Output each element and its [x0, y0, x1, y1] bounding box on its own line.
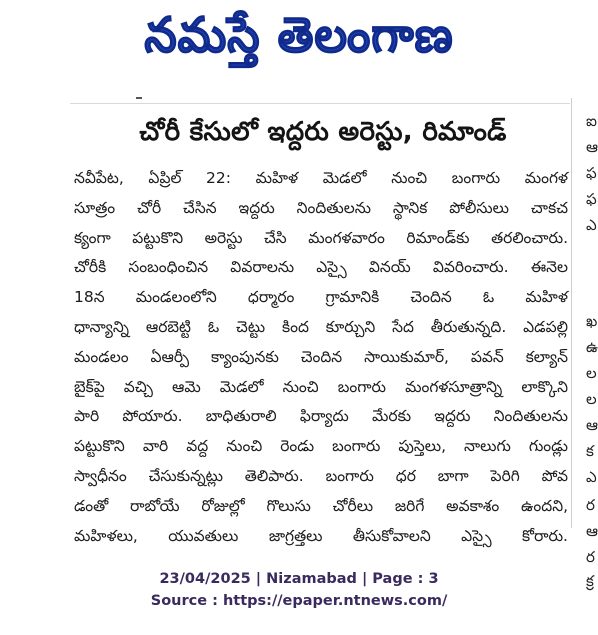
column-divider [571, 98, 572, 528]
adjacent-column-glyph: ల [586, 364, 597, 382]
adjacent-column-glyph: ర [586, 548, 595, 566]
newspaper-masthead [0, 0, 598, 82]
article-line: పట్టుకొని వారి వద్ద నుంచి రెండు బంగారు పుస్తెలు, నాలుగు గుండ్లు [74, 437, 568, 456]
adjacent-column-glyph: ఖ [586, 312, 598, 330]
footer-source: Source : https://epaper.ntnews.com/ [150, 593, 448, 609]
adjacent-column-glyph: క [586, 442, 594, 460]
article-headline: చోరీ కేసులో ఇద్దరు అరెస్టు, రిమాండ్ [139, 117, 507, 147]
top-divider [70, 103, 570, 104]
article-line: 18న మండలంలోని ధర్మారం గ్రామానికి చెందిన ఓ మహిళ [74, 288, 568, 307]
article-line: మండలం ఏఆర్పీ క్యాంపునకు చెందిన సాయికుమార్, పవన్ కల్యాన్ [74, 347, 568, 366]
adjacent-column-fragment [582, 112, 598, 590]
adjacent-column-glyph: ఫ [586, 190, 597, 208]
adjacent-column-glyph: ఆ [586, 416, 598, 434]
article-line: సూత్రం చోరీ చేసిన ఇద్దరు నిందితులను స్థానిక పోలీసులు చాకచ [74, 198, 568, 217]
adjacent-column-glyph: ఐ [586, 112, 597, 130]
adjacent-column-glyph: ఆ [586, 138, 598, 156]
adjacent-column-glyph: ఎ [586, 216, 597, 234]
article-line: పారి పోయారు. బాధితురాలి ఫిర్యాదు మేరకు ఇద్దరు నిందితులను [74, 407, 568, 426]
adjacent-column-glyph: ఎ [586, 468, 597, 486]
masthead-title: నమస్తే తెలంగాణ [144, 6, 454, 64]
article-line: ధాన్యాన్ని ఆరబెట్టి ఓ చెట్టు కింద కూర్చుని సేద తీరుతున్నది. ఎడపల్లి [74, 317, 568, 336]
clipping-mark [136, 97, 142, 103]
adjacent-column-glyph: ర [586, 496, 595, 514]
article-line: డంతో రాబోయే రోజుల్లో గొలుసు చోరీలు జరిగే అవకాశం ఉందని, [74, 496, 568, 515]
article-line: స్వాధీనం చేసుకున్నట్లు తెలిపారు. బంగారు ధర బాగా పెరిగి పోవ [74, 466, 568, 485]
adjacent-column-glyph: ల [586, 390, 597, 408]
article-line: నవీపేట, ఏప్రిల్ 22: మహిళ మెడలో నుంచి బంగారు మంగళ [74, 169, 568, 187]
adjacent-column-glyph: క్ర [586, 572, 594, 590]
article-line: బైక్‌పై వచ్చి ఆమె మెడలో నుంచి బంగారు మంగళసూత్రాన్ని లాక్కొని [74, 377, 568, 396]
article-body [74, 164, 568, 551]
adjacent-column-glyph: ఉ [586, 338, 598, 356]
article-line: చోరీకి సంబంధించిన వివరాలను ఎస్సై వినయ్ వివరించారు. ఈనెల [74, 258, 568, 277]
clipping-footer [0, 568, 598, 612]
adjacent-column-glyph: ఆ [586, 522, 598, 540]
footer-meta: 23/04/2025 | Nizamabad | Page : 3 [159, 571, 439, 587]
article-line: మహిళలు, యువతులు జాగ్రత్తలు తీసుకోవాలని ఎస్సై కోరారు. [74, 526, 568, 545]
adjacent-column-glyph: ఫ [586, 164, 597, 182]
article-line: క్యంగా పట్టుకొని అరెస్టు చేసి మంగళవారం రిమాండ్‌కు తరలించారు. [74, 228, 568, 247]
